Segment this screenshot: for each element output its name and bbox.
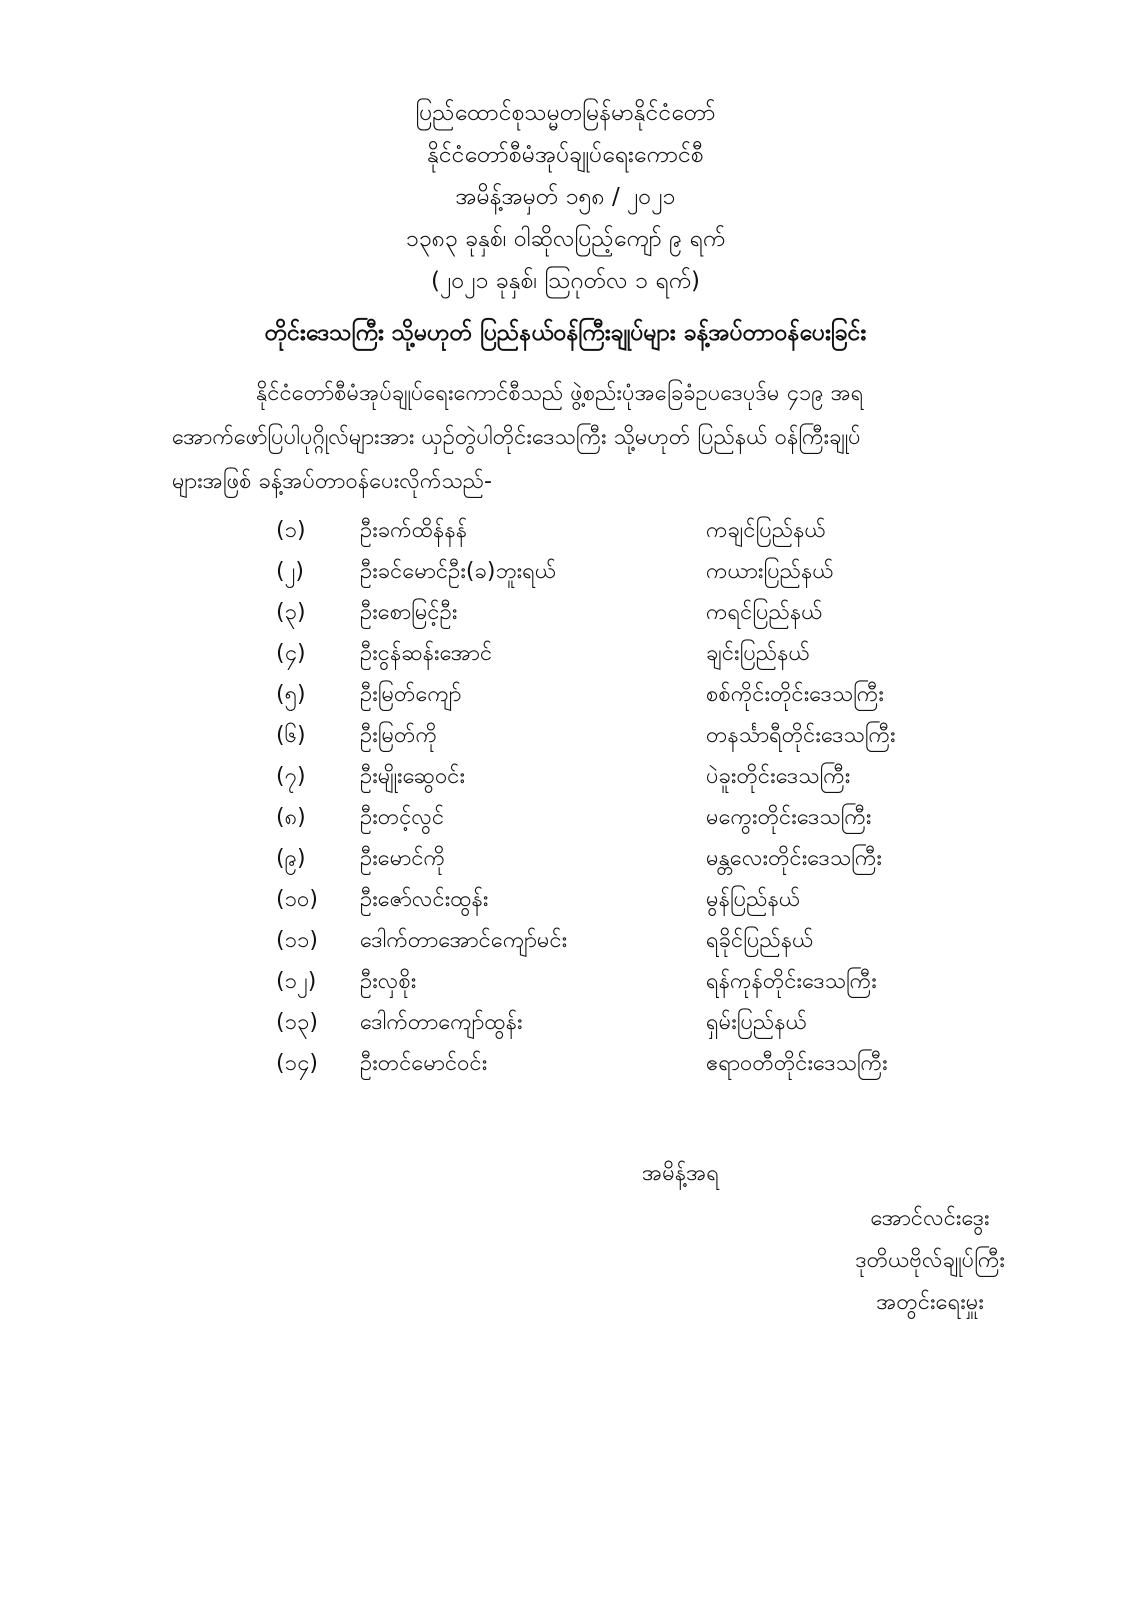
item-number: (၇) xyxy=(276,764,306,789)
region-name: ဧရာဝတီတိုင်းဒေသကြီး xyxy=(706,1051,888,1076)
region-name: တနင်္သာရီတိုင်းဒေသကြီး xyxy=(706,723,896,748)
region-name: မန္တလေးတိုင်းဒေသကြီး xyxy=(706,846,882,871)
region-name: မွန်ပြည်နယ် xyxy=(706,887,801,912)
item-number: (၈) xyxy=(276,805,306,830)
list-item xyxy=(0,756,1131,797)
document-header xyxy=(0,92,1131,302)
region-name: ကယားပြည်နယ် xyxy=(706,559,834,584)
region-name: ရှမ်းပြည်နယ် xyxy=(706,1010,808,1035)
person-name: ဦးဇော်လင်းထွန်း xyxy=(360,887,489,912)
region-name: ကရင်ပြည်နယ် xyxy=(706,600,823,625)
list-item xyxy=(0,879,1131,920)
region-name: ရခိုင်ပြည်နယ် xyxy=(706,928,814,953)
list-item xyxy=(0,592,1131,633)
myanmar-date: ၁၃၈၃ ခုနှစ်၊ ဝါဆိုလပြည့်ကျော် ၉ ရက် xyxy=(405,226,726,252)
item-number: (၂) xyxy=(276,559,304,584)
person-name: ဦးတင်မောင်ဝင်း xyxy=(360,1051,488,1076)
person-name: ဦးခင်မောင်ဦး(ခ)ဘူးရယ် xyxy=(360,559,557,584)
person-name: ဦးစောမြင့်ဦး xyxy=(360,600,458,625)
item-number: (၅) xyxy=(276,682,306,707)
appointment-list xyxy=(0,510,1131,1084)
document-title: တိုင်းဒေသကြီး သို့မဟုတ် ပြည်နယ်ဝန်ကြီးချုပ်များ ခန့်အပ်တာဝန်ပေးခြင်း xyxy=(264,320,867,346)
item-number: (၁) xyxy=(276,518,306,543)
body-line-1: နိုင်ငံတော်စီမံအုပ်ချုပ်ရေးကောင်စီသည် ဖွဲ့စည်းပုံအခြေခံဥပဒေပုဒ်မ ၄၁၉ အရ xyxy=(256,381,864,406)
person-name: ဒေါက်တာအောင်ကျော်မင်း xyxy=(360,928,568,953)
item-number: (၁၁) xyxy=(276,928,318,953)
item-number: (၁၄) xyxy=(276,1051,318,1076)
item-number: (၁၂) xyxy=(276,969,317,994)
body-paragraph xyxy=(172,372,1028,504)
council-name: နိုင်ငံတော်စီမံအုပ်ချုပ်ရေးကောင်စီ xyxy=(427,142,704,168)
country-name: ပြည်ထောင်စုသမ္မတမြန်မာနိုင်ငံတော် xyxy=(415,100,716,126)
region-name: ရန်ကုန်တိုင်းဒေသကြီး xyxy=(706,969,877,994)
by-order-label: အမိန့်အရ xyxy=(642,1161,719,1186)
list-item xyxy=(0,551,1131,592)
region-name: ပဲခူးတိုင်းဒေသကြီး xyxy=(706,764,851,789)
list-item xyxy=(0,1043,1131,1084)
gregorian-date: (၂၀၂၁ ခုနှစ်၊ ဩဂုတ်လ ၁ ရက်) xyxy=(431,268,700,294)
region-name: မကွေးတိုင်းဒေသကြီး xyxy=(706,805,872,830)
body-line-2: အောက်ဖော်ပြပါပုဂ္ဂိုလ်များအား ယှဉ်တွဲပါတိုင်းဒေသကြီး သို့မဟုတ် ပြည်နယ် ဝန်ကြီးချုပ် xyxy=(172,425,861,450)
list-item xyxy=(0,633,1131,674)
signatory-rank: ဒုတိယဗိုလ်ချုပ်ကြီး xyxy=(855,1248,1005,1273)
person-name: ဦးငွန်ဆန်းအောင် xyxy=(360,641,493,666)
item-number: (၉) xyxy=(276,846,306,871)
list-item xyxy=(0,1002,1131,1043)
signature-block xyxy=(855,1198,1005,1324)
region-name: စစ်ကိုင်းတိုင်းဒေသကြီး xyxy=(706,682,884,707)
person-name: ဦးမောင်ကို xyxy=(360,846,446,871)
item-number: (၁၀) xyxy=(276,887,318,912)
order-number: အမိန့်အမှတ် ၁၅၈ / ၂၀၂၁ xyxy=(455,184,676,210)
item-number: (၃) xyxy=(276,600,306,625)
region-name: ကချင်ပြည်နယ် xyxy=(706,518,826,543)
person-name: ဦးမြတ်ကို xyxy=(360,723,437,748)
person-name: ဦးလှစိုး xyxy=(360,969,417,994)
region-name: ချင်းပြည်နယ် xyxy=(706,641,810,666)
list-item xyxy=(0,797,1131,838)
person-name: ဦးမျိုးဆွေဝင်း xyxy=(360,764,466,789)
list-item xyxy=(0,920,1131,961)
signatory-name: အောင်လင်းဒွေး xyxy=(870,1206,990,1231)
signatory-office: အတွင်းရေးမှူး xyxy=(876,1290,984,1315)
person-name: ဦးတင့်လွင် xyxy=(360,805,445,830)
item-number: (၄) xyxy=(276,641,306,666)
list-item xyxy=(0,961,1131,1002)
body-line-3: များအဖြစ် ခန့်အပ်တာဝန်ပေးလိုက်သည်- xyxy=(172,469,492,494)
item-number: (၆) xyxy=(276,723,306,748)
person-name: ဦးမြတ်ကျော် xyxy=(360,682,462,707)
item-number: (၁၃) xyxy=(276,1010,318,1035)
person-name: ဒေါက်တာကျော်ထွန်း xyxy=(360,1010,523,1035)
list-item xyxy=(0,715,1131,756)
list-item xyxy=(0,674,1131,715)
list-item xyxy=(0,510,1131,551)
person-name: ဦးခက်ထိန်နန် xyxy=(360,518,468,543)
list-item xyxy=(0,838,1131,879)
